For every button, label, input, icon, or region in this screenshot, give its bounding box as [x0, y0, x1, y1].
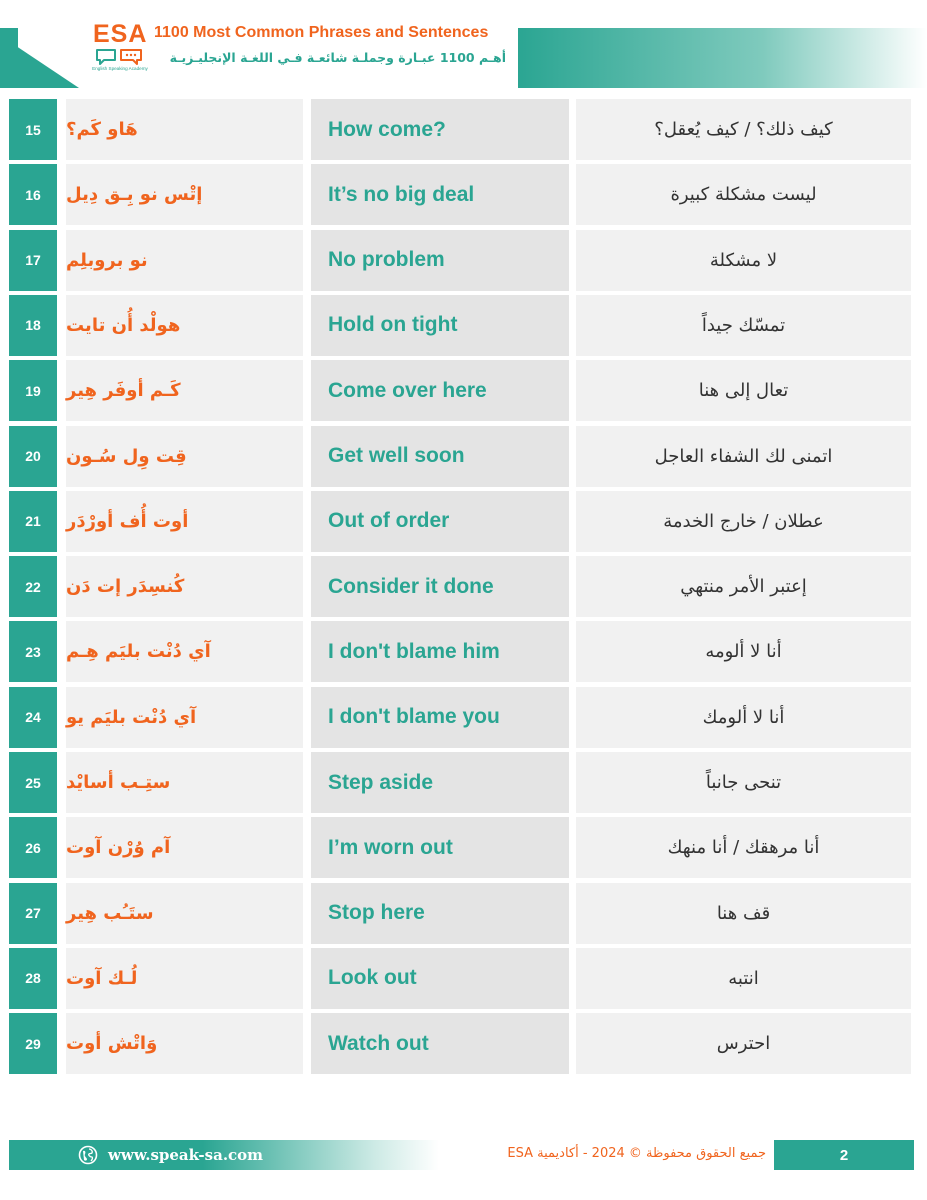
header-band-right — [516, 28, 927, 88]
table-row — [0, 426, 927, 487]
table-row — [0, 491, 927, 552]
row-english-phrase: Hold on tight — [311, 295, 569, 356]
row-arabic-meaning: لا مشكلة — [576, 230, 911, 291]
row-arabic-meaning: انتبه — [576, 948, 911, 1009]
row-number: 29 — [9, 1013, 57, 1074]
row-arabic-meaning: ليست مشكلة كبيرة — [576, 164, 911, 225]
esa-logo — [92, 20, 148, 76]
row-pronunciation: ستِـب أسايْد — [66, 752, 303, 813]
row-english-phrase: Look out — [311, 948, 569, 1009]
row-arabic-meaning: قف هنا — [576, 883, 911, 944]
row-arabic-meaning: تعال إلى هنا — [576, 360, 911, 421]
row-english-phrase: I’m worn out — [311, 817, 569, 878]
table-row — [0, 621, 927, 682]
row-number: 26 — [9, 817, 57, 878]
table-row — [0, 948, 927, 1009]
row-arabic-meaning: أنا لا ألومك — [576, 687, 911, 748]
row-number: 16 — [9, 164, 57, 225]
row-number: 25 — [9, 752, 57, 813]
logo-text: ESA — [93, 20, 148, 48]
row-english-phrase: No problem — [311, 230, 569, 291]
row-pronunciation: آي دُنْت بليَم هِـم — [66, 621, 303, 682]
row-arabic-meaning: تنحى جانباً — [576, 752, 911, 813]
row-number: 23 — [9, 621, 57, 682]
row-english-phrase: I don't blame him — [311, 621, 569, 682]
table-row — [0, 883, 927, 944]
row-number: 18 — [9, 295, 57, 356]
row-arabic-meaning: أنا لا ألومه — [576, 621, 911, 682]
row-pronunciation: وَاتْش أوت — [66, 1013, 303, 1074]
header-title-arabic: أهـم 1100 عبـارة وجملـة شائعـة فـي اللغـة الإنجليـزيـة — [169, 50, 506, 65]
globe-icon — [78, 1145, 98, 1165]
table-row — [0, 99, 927, 160]
row-number: 28 — [9, 948, 57, 1009]
table-row — [0, 752, 927, 813]
row-pronunciation: كَـم أوفَر هِير — [66, 360, 303, 421]
website-link[interactable]: www.speak-sa.com — [108, 1146, 264, 1164]
logo-subtitle: English Speaking Academy — [92, 66, 148, 71]
table-row — [0, 360, 927, 421]
row-arabic-meaning: تمسّك جيداً — [576, 295, 911, 356]
row-number: 24 — [9, 687, 57, 748]
row-english-phrase: Get well soon — [311, 426, 569, 487]
header-title-english: 1100 Most Common Phrases and Sentences — [154, 24, 489, 41]
row-pronunciation: كُنسِدَر إت دَن — [66, 556, 303, 617]
row-english-phrase: Stop here — [311, 883, 569, 944]
row-number: 15 — [9, 99, 57, 160]
row-english-phrase: How come? — [311, 99, 569, 160]
row-arabic-meaning: عطلان / خارج الخدمة — [576, 491, 911, 552]
row-number: 20 — [9, 426, 57, 487]
row-pronunciation: هولْد أُن تايت — [66, 295, 303, 356]
row-pronunciation: لُـك آوت — [66, 948, 303, 1009]
row-number: 22 — [9, 556, 57, 617]
row-english-phrase: Consider it done — [311, 556, 569, 617]
row-number: 19 — [9, 360, 57, 421]
row-pronunciation: آم وُرْن آوت — [66, 817, 303, 878]
row-english-phrase: Watch out — [311, 1013, 569, 1074]
row-english-phrase: It’s no big deal — [311, 164, 569, 225]
row-english-phrase: Come over here — [311, 360, 569, 421]
row-arabic-meaning: إعتبر الأمر منتهي — [576, 556, 911, 617]
row-arabic-meaning: احترس — [576, 1013, 911, 1074]
table-row — [0, 164, 927, 225]
table-row — [0, 230, 927, 291]
row-pronunciation: آي دُنْت بليَم يو — [66, 687, 303, 748]
row-pronunciation: قِت وِل سُـون — [66, 426, 303, 487]
row-arabic-meaning: كيف ذلك؟ / كيف يُعقل؟ — [576, 99, 911, 160]
row-english-phrase: Out of order — [311, 491, 569, 552]
row-number: 17 — [9, 230, 57, 291]
row-pronunciation: إتْس نو بِـق دِيل — [66, 164, 303, 225]
copyright-text: جميع الحقوق محفوظة © 2024 - أكاديمية ESA — [507, 1146, 766, 1161]
row-arabic-meaning: اتمنى لك الشفاء العاجل — [576, 426, 911, 487]
row-pronunciation: ستَـُب هِير — [66, 883, 303, 944]
table-row — [0, 687, 927, 748]
table-row — [0, 1013, 927, 1074]
row-pronunciation: هَاو كَم؟ — [66, 99, 303, 160]
row-number: 27 — [9, 883, 57, 944]
row-pronunciation: نو بروبلِم — [66, 230, 303, 291]
table-row — [0, 295, 927, 356]
table-row — [0, 556, 927, 617]
row-english-phrase: I don't blame you — [311, 687, 569, 748]
row-number: 21 — [9, 491, 57, 552]
table-row — [0, 817, 927, 878]
speech-bubbles-icon — [95, 48, 143, 66]
page-number: 2 — [774, 1140, 914, 1170]
row-pronunciation: أوت أُف أورْدَر — [66, 491, 303, 552]
row-arabic-meaning: أنا مرهقك / أنا منهك — [576, 817, 911, 878]
row-english-phrase: Step aside — [311, 752, 569, 813]
